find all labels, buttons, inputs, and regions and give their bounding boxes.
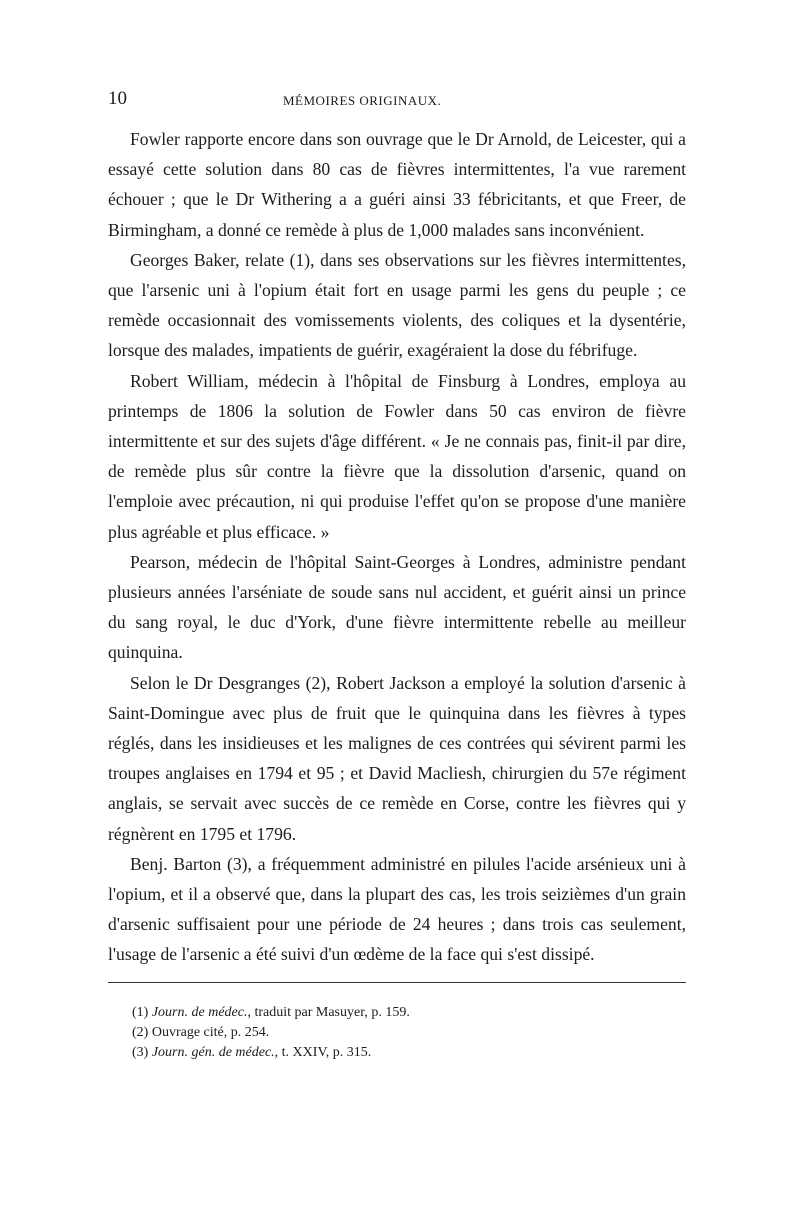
footnote [132,1003,686,1023]
body-text [108,124,686,970]
paragraph: Fowler rapporte encore dans son ouvrage que le Dr Arnold, de Leicester, qui a essayé cette solution dans 80 cas de fièvres intermittentes, l'a vue rarement échouer ; que le Dr Withering a a guéri ainsi 33 fébricitants, et que Freer, de Birmingham, a donné ce remède à plus de 1,000 malades sans inconvénient. [108,129,686,240]
paragraph: Pearson, médecin de l'hôpital Saint-Georges à Londres, administre pendant plusieurs années l'arséniate de soude sans nul accident, et guérit ainsi un prince du sang royal, le duc d'York, d'une fièvre intermittente rebelle au meilleur quinquina. [108,551,686,663]
paragraph: Georges Baker, relate (1), dans ses observations sur les fièvres intermittentes, que l'arsenic uni à l'opium était fort en usage parmi les gens du peuple ; ce remède occasionnait des vomissements violents, des coliques et la dysentérie, lorsque des malades, impatients de guérir, exagéraient la dose du fébrifuge. [108,249,686,361]
paragraph: Robert William, médecin à l'hôpital de Finsburg à Londres, employa au printemps de 1806 la solution de Fowler dans 50 cas environ de fièvre intermittente et sur des sujets d'âge différent. « Je ne connais pas, finit-il par dire, de remède plus sûr contre la fièvre que la dissolution d'arsenic, quand on l'emploie avec précaution, ni qui produise l'effet qu'on se propose d'une manière plus agréable et plus efficace. » [108,370,686,542]
footnote [132,1023,686,1043]
footnote-divider [108,982,686,983]
footnote-text: , t. XXIV, p. 315. [274,1044,372,1060]
footnote-marker: (1) [132,1004,149,1020]
footnote-text: , traduit par Masuyer, p. 159. [247,1004,410,1020]
footnotes [108,1003,686,1063]
running-title: MÉMOIRES ORIGINAUX. [283,93,442,108]
footnote-source: Journ. de médec. [151,1004,248,1020]
paragraph: Selon le Dr Desgranges (2), Robert Jackson a employé la solution d'arsenic à Saint-Domingue avec plus de fruit que le quinquina dans les fièvres à types réglés, dans les insidieuses et les malignes de ces contrées qui sévirent parmi les troupes anglaises en 1794 et 95 ; et David Macliesh, chirurgien du 57e régiment anglais, se servait avec succès de ce remède en Corse, contre les fièvres qui y régnèrent en 1795 et 1796. [108,672,686,844]
paragraph: Benj. Barton (3), a fréquemment administré en pilules l'acide arsénieux uni à l'opium, et il a observé que, dans la plupart des cas, les trois seizièmes d'un grain d'arsenic suffisaient pour une période de 24 heures ; dans trois cas seulement, l'usage de l'arsenic a été suivi d'un œdème de la face qui s'est dissipé. [108,853,686,965]
footnote-marker: (3) [132,1044,149,1060]
footnote-source: Journ. gén. de médec. [151,1044,275,1060]
book-page [108,88,686,1063]
footnote-marker: (2) [132,1024,149,1040]
footnote [132,1043,686,1063]
page-number: 10 [108,88,127,109]
page-header [108,88,686,124]
footnote-text: Ouvrage cité, p. 254. [151,1024,270,1040]
